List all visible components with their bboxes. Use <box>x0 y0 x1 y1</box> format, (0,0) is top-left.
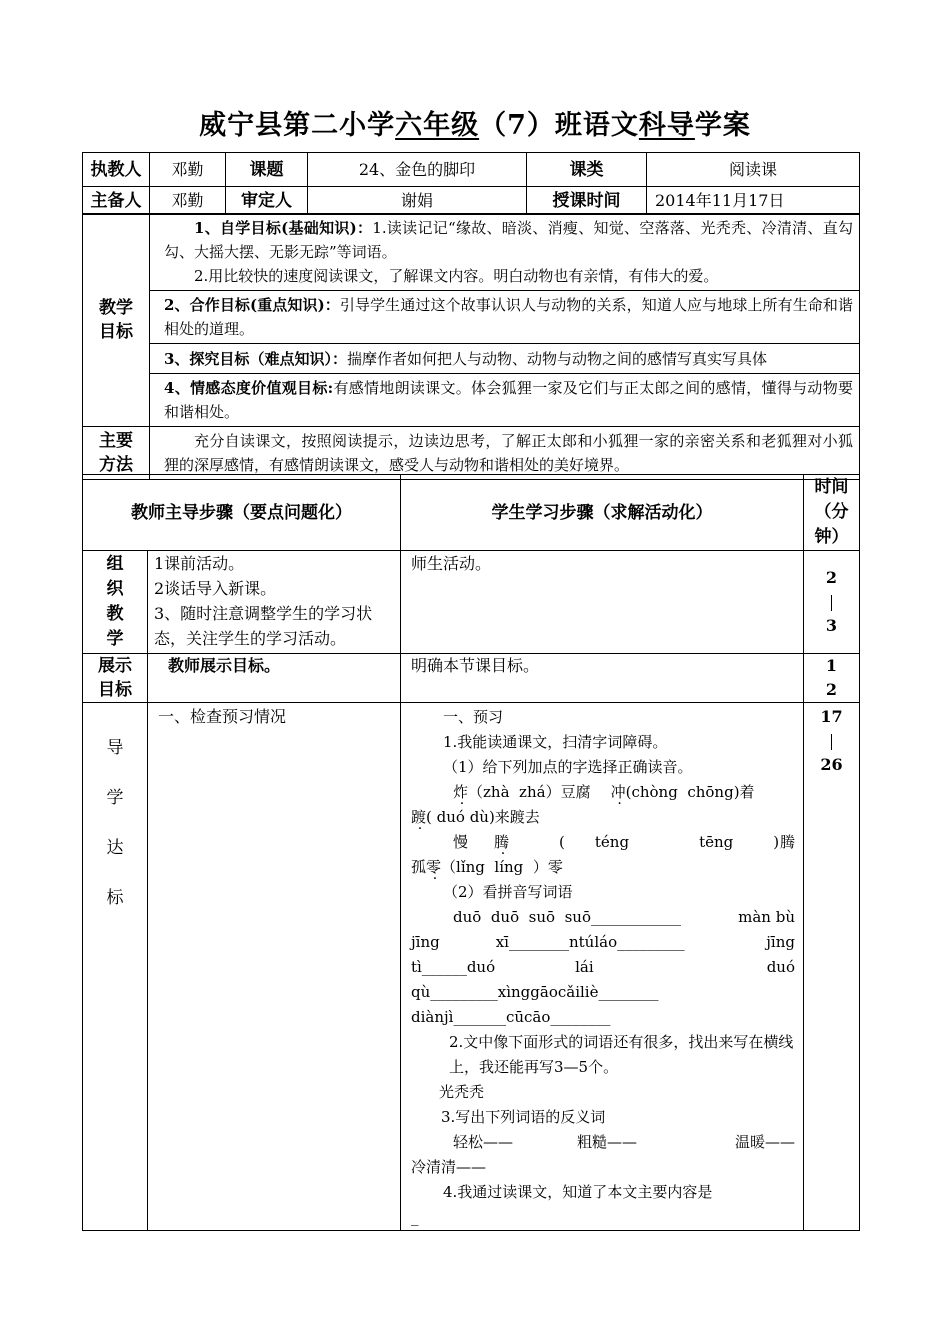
preview-item-1-1: （1）给下列加点的字选择正确读音。 <box>443 758 693 776</box>
guide-teacher: 一、检查预习情况 <box>148 703 401 1231</box>
topic-label: 课题 <box>226 153 308 187</box>
reviewer-value: 谢娟 <box>308 187 527 215</box>
pinyin-blank: xī________ntúláo_________ <box>495 933 685 951</box>
pinyin-line-1 <box>411 905 795 930</box>
lesson-type-value: 阅读课 <box>647 153 860 187</box>
goals-table <box>82 213 860 480</box>
pinyin-line-5: diànjì_______cūcāo________ <box>411 1008 611 1026</box>
preview-heading: 一、预习 <box>443 708 504 726</box>
word-char: 腾 <box>779 833 795 851</box>
pronunciation-line-4 <box>411 855 795 880</box>
teacher-steps-header: 教师主导步骤（要点问题化） <box>83 475 401 551</box>
goal1-text2: 2.用比较快的速度阅读课文，了解课文内容。明白动物也有亲情，有伟大的爱。 <box>194 267 719 285</box>
pinyin-blank: màn bù <box>738 908 795 926</box>
date-label: 授课时间 <box>527 187 647 215</box>
time-header: 时间（分钟） <box>804 475 860 551</box>
goal-emotion <box>150 374 860 427</box>
topic-value: 24、金色的脚印 <box>308 153 527 187</box>
pronunciation-line-1 <box>411 780 795 805</box>
goal1-text: 1.读读记记“缘故、暗淡、消瘦、知觉、空落落、光秃秃、冷清清、直勾勾、大摇大摆、无影无踪”等词语。 <box>164 219 853 261</box>
pinyin-line-4: qù_________xìnggāocǎiliè________ <box>411 983 659 1001</box>
student-steps-header: 学生学习步骤（求解活动化） <box>401 475 804 551</box>
paren: ) <box>773 833 780 851</box>
goal-cooperation <box>150 291 860 344</box>
org-teacher <box>148 551 401 654</box>
goal-self-study <box>150 214 860 291</box>
dotted-char: 踱 · <box>411 805 426 830</box>
answer-blank: _ <box>411 1208 419 1226</box>
time-range-divider <box>804 590 859 614</box>
lesson-type-label: 课类 <box>527 153 647 187</box>
pinyin-choice: ( duó dù)来踱去 <box>426 808 540 826</box>
org-teacher-3: 3、随时注意调整学生的学习状态，关注学生的学习活动。 <box>154 604 373 648</box>
org-time-start: 2 <box>825 568 838 587</box>
preview-item-1: 1.我能读通课文，扫清字词障碍。 <box>443 733 668 751</box>
pinyin-blank: jīng <box>766 933 795 951</box>
method-text: 充分自读课文，按照阅读提示，边读边思考，了解正太郎和小狐狸一家的亲密关系和老狐狸对小狐狸的深厚感情，有感情朗读课文，感受人与动物和谐相处的美好境界。 <box>150 427 860 480</box>
preview-item-3: 3.写出下列词语的反义词 <box>441 1108 606 1126</box>
guide-label-text: 导学达标 <box>106 738 124 908</box>
pinyin-choice: (chòng chōng)着 <box>625 783 755 801</box>
pinyin-blank: tì______duó <box>411 958 496 976</box>
org-teacher-1: 1课前活动。 <box>154 554 245 573</box>
dotted-char: 零 · <box>426 855 441 880</box>
goal2-text: 引导学生通过这个故事认识人与动物的关系，知道人应与地球上所有生命和谐相处的道理。 <box>164 296 853 338</box>
goal2-head: 2、合作目标(重点知识)： <box>164 296 340 314</box>
pronunciation-line-2 <box>411 805 795 830</box>
pinyin-blank: jīng <box>411 933 440 951</box>
preparer-value: 邓勤 <box>150 187 226 215</box>
pinyin-blank: duō duō suō suō____________ <box>453 908 681 926</box>
guide-time-start: 17 <box>820 707 843 726</box>
steps-table <box>82 474 860 1231</box>
show-student: 明确本节课目标。 <box>401 654 804 703</box>
pinyin-option: téng <box>594 833 630 851</box>
pinyin-blank: lái <box>575 958 594 976</box>
guide-time <box>804 703 860 1231</box>
preparer-label: 主备人 <box>83 187 150 215</box>
show-time-end: 2 <box>825 680 838 699</box>
dotted-char: 冲 · <box>611 780 626 805</box>
date-value: 2014年11月17日 <box>647 187 860 215</box>
antonym-line-2: 冷清清—— <box>411 1158 487 1176</box>
org-time <box>804 551 860 654</box>
show-time-start: 1 <box>825 656 838 675</box>
guide-student <box>401 703 804 1231</box>
pinyin-choice: （zhà zhá）豆腐 <box>468 783 591 801</box>
goal3-text: 揣摩作者如何把人与动物、动物与动物之间的感情写真实写具体 <box>346 349 767 368</box>
method-label: 主要方法 <box>83 427 150 480</box>
antonym-line <box>411 1130 795 1155</box>
pronunciation-line-3 <box>411 830 795 855</box>
dotted-char: 炸 · <box>453 780 468 805</box>
document-title: 威宁县第二小学六年级（7）班语文科导学案 <box>199 110 751 141</box>
dotted-char: 腾 · <box>494 830 509 855</box>
preview-item-1-2: （2）看拼音写词语 <box>443 883 573 901</box>
teacher-label: 执教人 <box>83 153 150 187</box>
show-teacher: 教师展示目标。 <box>148 654 401 703</box>
preview-item-2: 2.文中像下面形式的词语还有很多，找出来写在横线上，我还能再写3—5个。 <box>449 1033 794 1076</box>
time-range-divider <box>804 729 859 753</box>
guide-time-end: 26 <box>820 755 843 774</box>
antonym-word: 温暖—— <box>734 1133 795 1151</box>
header-table <box>82 152 860 215</box>
guide-label <box>83 703 148 1231</box>
org-student: 师生活动。 <box>401 551 804 654</box>
pinyin-line-3 <box>411 955 795 980</box>
reviewer-label: 审定人 <box>226 187 308 215</box>
antonym-word: 轻松—— <box>453 1133 514 1151</box>
word-char: 孤 <box>411 858 427 876</box>
org-label: 组织教学 <box>83 551 148 654</box>
goals-label: 教学目标 <box>83 214 150 427</box>
show-time <box>804 654 860 703</box>
word-char: 慢 <box>453 833 469 851</box>
pinyin-option: tēng <box>699 833 734 851</box>
preview-item-4: 4.我通过读课文，知道了本文主要内容是 <box>443 1183 713 1201</box>
teacher-value: 邓勤 <box>150 153 226 187</box>
org-time-end: 3 <box>825 616 838 635</box>
paren: ( <box>559 833 565 851</box>
goal-exploration <box>150 344 860 374</box>
pinyin-blank: duó <box>766 958 795 976</box>
goal4-text: 有感情地朗读课文。体会狐狸一家及它们与正太郎之间的感情，懂得与动物要和谐相处。 <box>164 379 853 421</box>
goal3-head: 3、探究目标（难点知识）： <box>164 349 347 368</box>
pinyin-line-2 <box>411 930 795 955</box>
goal1-head: 1、自学目标(基础知识)： <box>194 219 373 237</box>
pinyin-choice: （lǐng líng ）零 <box>441 858 563 876</box>
antonym-word: 粗糙—— <box>577 1133 638 1151</box>
org-teacher-2: 2谈话导入新课。 <box>154 579 277 598</box>
goal4-head: 4、情感态度价值观目标: <box>164 379 334 397</box>
show-label: 展示目标 <box>83 654 148 703</box>
example-word: 光秃秃 <box>439 1083 485 1101</box>
